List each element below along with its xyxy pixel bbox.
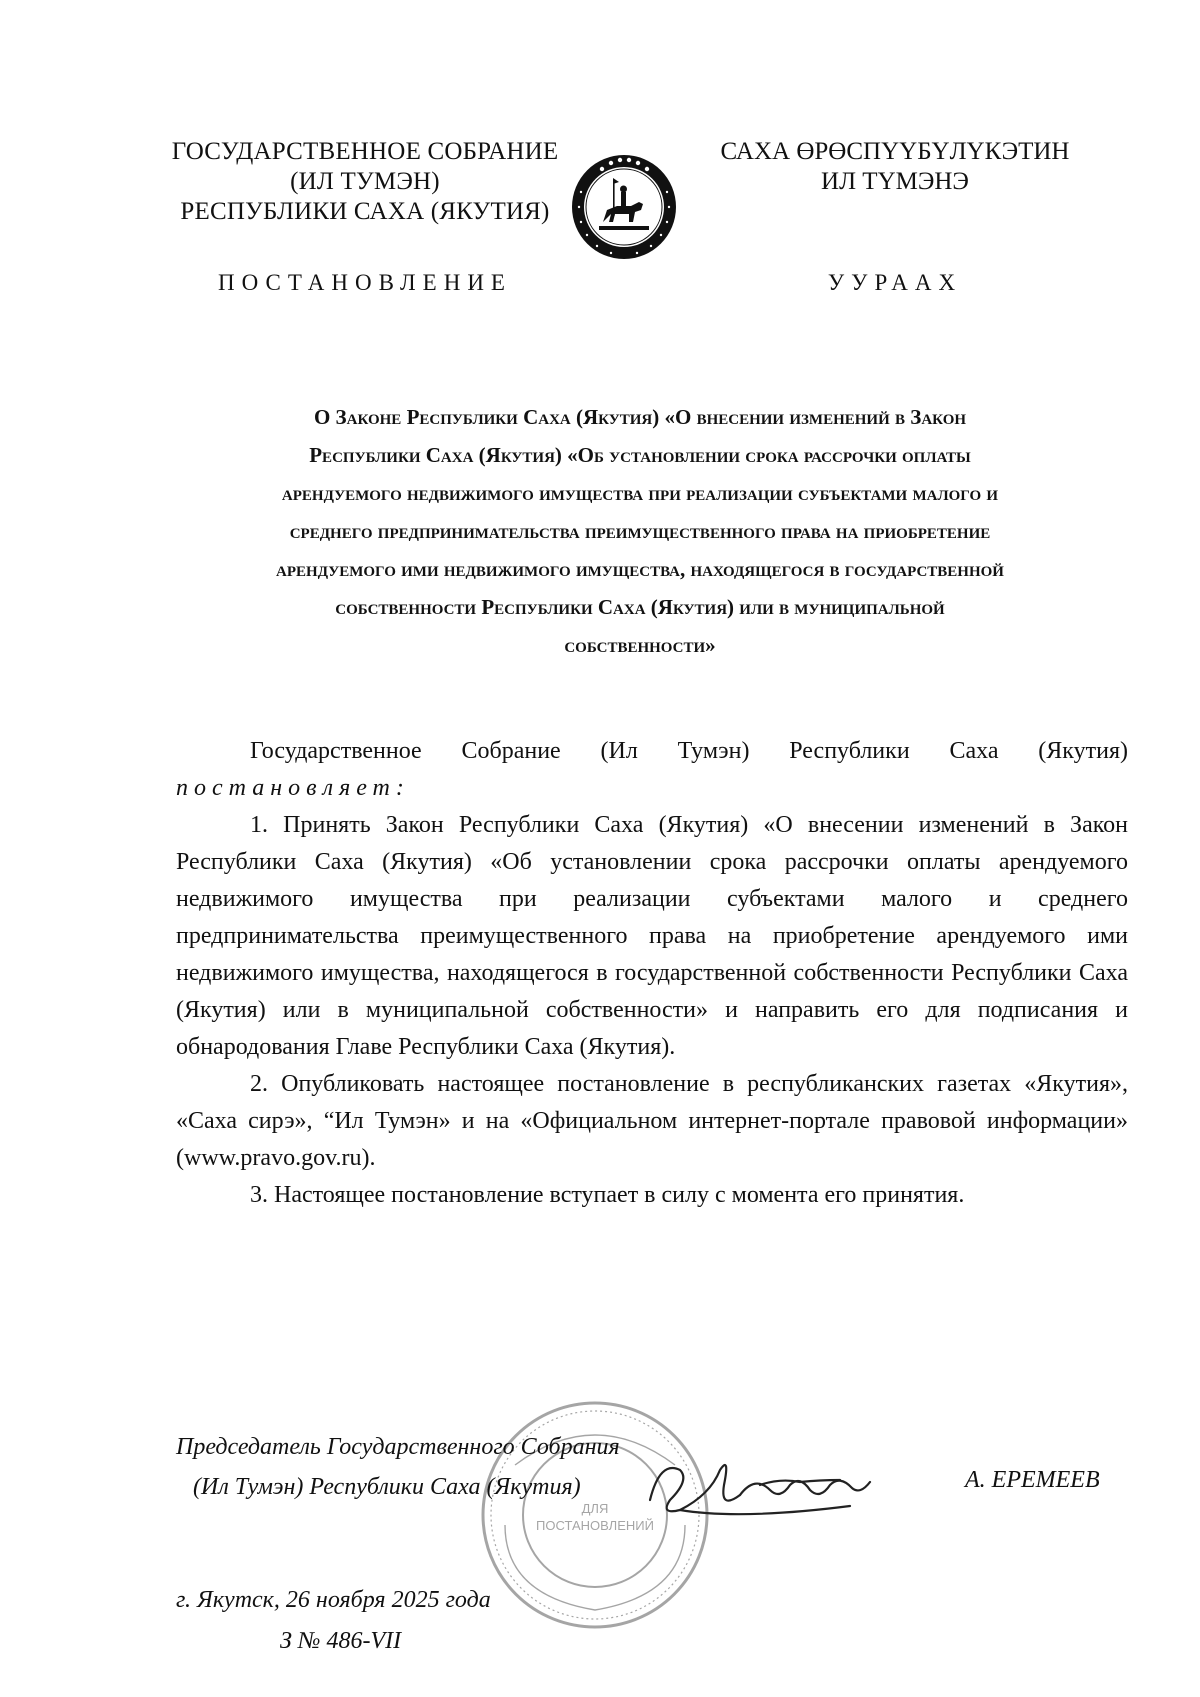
header-right-org [710,137,1080,197]
intro-paragraph: Государственное Собрание (Ил Тумэн) Республики Саха (Якутия) [250,738,1128,764]
stamp-text-lower: ПОСТАНОВЛЕНИЙ [536,1518,654,1533]
coat-of-arms-emblem-icon [569,152,679,262]
header-left-org [170,137,560,227]
doctype-yakut: УУРААХ [827,270,963,295]
handwritten-signature-icon [620,1440,880,1530]
paragraph-3: 3. Настоящее постановление вступает в силу с момента его принятия. [250,1182,965,1208]
title-line: собственности Республики Саха (Якутия) или в муниципальной [335,595,945,619]
resolves-line [176,770,1128,807]
title-line: Республики Саха (Якутия) «Об установлении срока рассрочки оплаты [309,443,971,467]
document-body [176,733,1128,1214]
stamp-text-upper: ДЛЯ [581,1501,609,1516]
signatory-position-line2: (Ил Тумэн) Республики Саха (Якутия) [193,1474,581,1500]
header-right-line: ИЛ ТҮМЭНЭ [821,168,969,195]
title-line: среднего предпринимательства преимущественного права на приобретение [289,519,991,543]
document-number: З № 486-VII [280,1628,402,1654]
resolves-word: постановляет: [176,775,410,801]
header-left-line: РЕСПУБЛИКИ САХА (ЯКУТИЯ) [180,198,550,225]
title-line: арендуемого недвижимого имущества при реализации субъектами малого и [281,481,999,505]
place-date: г. Якутск, 26 ноября 2025 года [176,1587,491,1613]
header-left-line: (ИЛ ТУМЭН) [290,168,440,195]
signatory-position-line1: Председатель Государственного Собрания [176,1434,620,1460]
doctype-russian: ПОСТАНОВЛЕНИЕ [218,270,512,295]
title-line: собственности» [564,633,716,657]
signatory-name: А. ЕРЕМЕЕВ [965,1467,1100,1493]
signatory-position [176,1427,620,1507]
document-title [180,398,1100,664]
header-left-line: ГОСУДАРСТВЕННОЕ СОБРАНИЕ [171,138,559,165]
paragraph-2: 2. Опубликовать настоящее постановление в республиканских газетах «Якутия», «Саха сирэ», “Ил Тумэн» и на «Официальном интернет-портале правовой информации» (www.pravo.gov.ru). [176,1071,1128,1171]
paragraph-1: 1. Принять Закон Республики Саха (Якутия) «О внесении изменений в Закон Республики Саха (Якутия) «Об установлении срока рассрочки оплаты арендуемого недвижимого имущества при реализации субъектами малого и среднего предпринимательства преимущественного права на приобретение арендуемого ими недвижимого имущества, находящегося в государственной собственности Республики Саха (Якутия) или в муниципальной собственности» и направить его для подписания и обнародования Главе Республики Саха (Якутия). [176,812,1128,1060]
header-right-line: САХА ӨРӨСПҮҮБҮЛҮКЭТИН [720,138,1070,165]
title-line: О Законе Республики Саха (Якутия) «О внесении изменений в Закон [313,405,967,429]
title-line: арендуемого ими недвижимого имущества, находящегося в государственной [276,557,1004,581]
